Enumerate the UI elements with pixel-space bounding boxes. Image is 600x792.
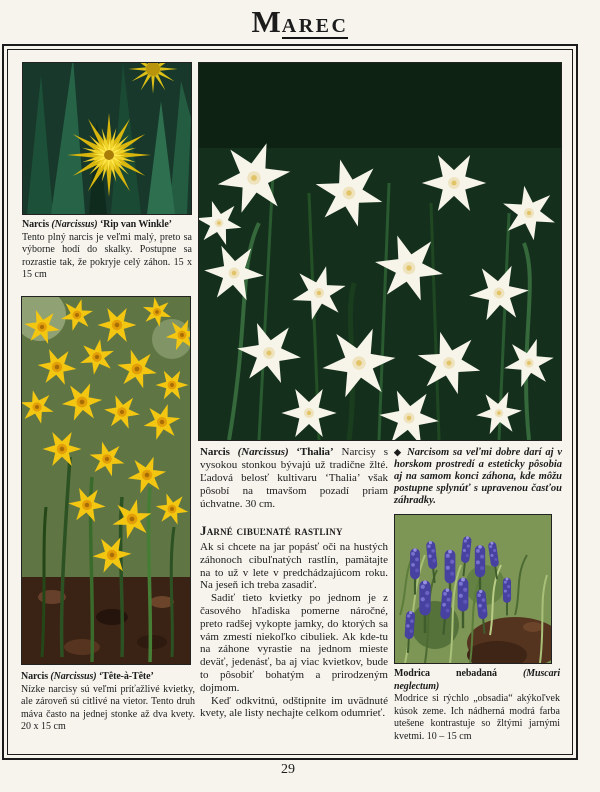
tip-note-text: Narcisom sa veľmi dobre darí aj v horskom prostredí a esteticky pôsobia aj na samom konci záhona, kde môžu postupne splynúť s upravenou časťou záhradky. [394, 447, 562, 506]
photo-narcissus-rip-van-winkle [22, 62, 192, 215]
rip-van-winkle-illustration [23, 63, 191, 214]
paragraph: Ak si chcete na jar popásť oči na hustých záhonoch cibuľnatých rastlín, pamätajte na to už v lete v predchádzajúcom roku. Na jeseň ich treba zasadiť. [200, 541, 388, 592]
plant-cultivar: ‘Rip van Winkle’ [99, 219, 172, 230]
caption-body: Narcisy s vysokou stonkou bývajú už tradične žlté. Ľadová belosť kultivaru ‘Thalia’ však pôsobí na tmavšom pozadí priam úchvatne. 30 cm. [200, 446, 389, 510]
caption-thalia-title [200, 446, 334, 458]
article-column [200, 524, 388, 720]
caption-body: Nízke narcisy sú veľmi príťažlivé kvietky, ale zároveň sú citlivé na vietor. Tento druh máva často na jednej stonke až dva kvety. 20 x 15 cm [21, 683, 195, 732]
caption-rip-van-winkle-title [22, 219, 192, 232]
plant-name: Narcis [200, 446, 230, 458]
plant-name: Narcis [21, 671, 48, 682]
caption-tete-a-tete-title [21, 671, 195, 684]
caption-muscari-title [394, 668, 560, 693]
photo-muscari-neglectum [394, 514, 552, 664]
tip-note [394, 446, 562, 507]
plant-name: Narcis [22, 219, 49, 230]
caption-muscari [394, 668, 560, 743]
plant-cultivar: ‘Thalia’ [296, 446, 334, 458]
page-header [0, 4, 600, 40]
plant-name: Modrica nebadaná [394, 668, 497, 679]
plant-latin-name: (Muscari neglectum) [394, 668, 560, 692]
photo-narcissus-thalia [198, 62, 562, 441]
thalia-illustration [199, 63, 561, 440]
caption-rip-van-winkle [22, 219, 192, 282]
page-number: 29 [281, 762, 295, 777]
plant-latin-name: (Narcissus) [50, 671, 97, 682]
header-rest: AREC [281, 15, 349, 37]
plant-cultivar: ‘Tête-à-Tête’ [98, 671, 154, 682]
paragraph: Keď odkvitnú, odštipnite im uvädnuté kvety, ale listy nechajte celkom odumrieť. [200, 694, 388, 720]
caption-tete-a-tete [21, 671, 195, 734]
diamond-bullet-icon: ◆ [394, 447, 403, 457]
tete-a-tete-illustration [22, 297, 190, 664]
muscari-illustration [395, 515, 551, 663]
caption-body: Tento plný narcis je veľmi malý, preto sa výborne hodí do skalky. Postupne sa rozrastie tak, že pokryje celý záhon. 15 x 15 cm [22, 231, 192, 280]
caption-body: Modrice si rýchlo „obsadia“ akýkoľvek kúsok zeme. Ich nádherná modrá farba utešene kontrastuje so žltými jarnými kvetmi. 10 – 15 cm [394, 693, 560, 742]
header-initial: M [251, 4, 282, 39]
photo-narcissus-tete-a-tete [21, 296, 191, 665]
section-heading: Jarné cibuľnaté rastliny [200, 523, 343, 538]
plant-latin-name: (Narcissus) [237, 446, 289, 458]
paragraph: Sadiť tieto kvietky po jednom je z časového hľadiska pomerne náročné, preto radšej vykopte jamky, do ktorých sa vám zmestí niekoľko cibuliek. Ak kde-tu na záhone vyrastie na jednom mieste deväť, jedenásť, ba aj viac kvietkov, bude to pôsobiť bohatým a prirodzeným dojmom. [200, 592, 388, 694]
caption-thalia [200, 446, 388, 511]
plant-latin-name: (Narcissus) [51, 219, 98, 230]
